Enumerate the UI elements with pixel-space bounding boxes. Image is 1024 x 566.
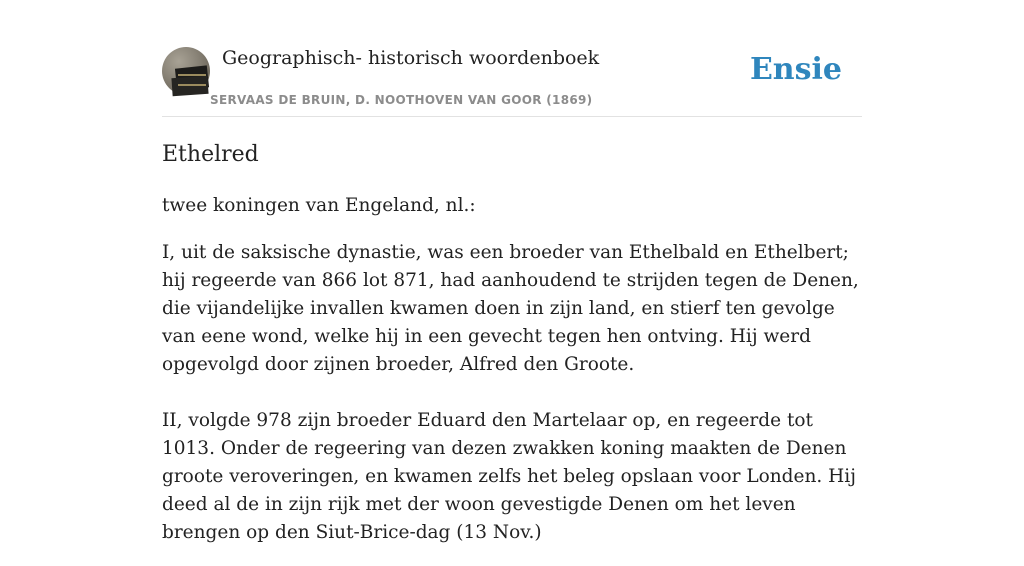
- entry-title: Ethelred: [162, 142, 259, 167]
- book-authors-year: SERVAAS DE BRUIN, D. NOOTHOVEN VAN GOOR (1869): [210, 93, 593, 107]
- book-title-link[interactable]: Geographisch- historisch woordenboek: [222, 47, 600, 69]
- dictionary-header: [162, 46, 862, 117]
- book-spine-graphic-lower: [171, 76, 208, 96]
- gilt-line: [178, 84, 206, 86]
- entry-paragraph-1: I, uit de saksische dynastie, was een broeder van Ethelbald en Ethelbert; hij regeerde van 866 lot 871, had aanhoudend te strijden tegen de Denen, die vijandelijke invallen kwamen doen in zijn land, en stierf ten gevolge van eene wond, welke hij in een gevecht tegen hen ontving. Hij werd opgevolgd door zijnen broeder, Alfred den Groote.: [162, 242, 859, 375]
- entry-paragraph-2: II, volgde 978 zijn broeder Eduard den Martelaar op, en regeerde tot 1013. Onder de regeering van dezen zwakken koning maakten de Denen groote veroveringen, en kwamen zelfs het beleg opslaan voor Londen. Hij deed al de in zijn rijk met der woon gevestigde Denen om het leven brengen op den Siut-Brice-dag (13 Nov.): [162, 410, 856, 543]
- entry-intro: twee koningen van Engeland, nl.:: [162, 195, 476, 216]
- entry-content: [162, 192, 862, 566]
- gilt-line: [178, 74, 206, 76]
- ensie-logo-link[interactable]: Ensie: [749, 52, 842, 87]
- book-cover-thumbnail[interactable]: [162, 47, 210, 95]
